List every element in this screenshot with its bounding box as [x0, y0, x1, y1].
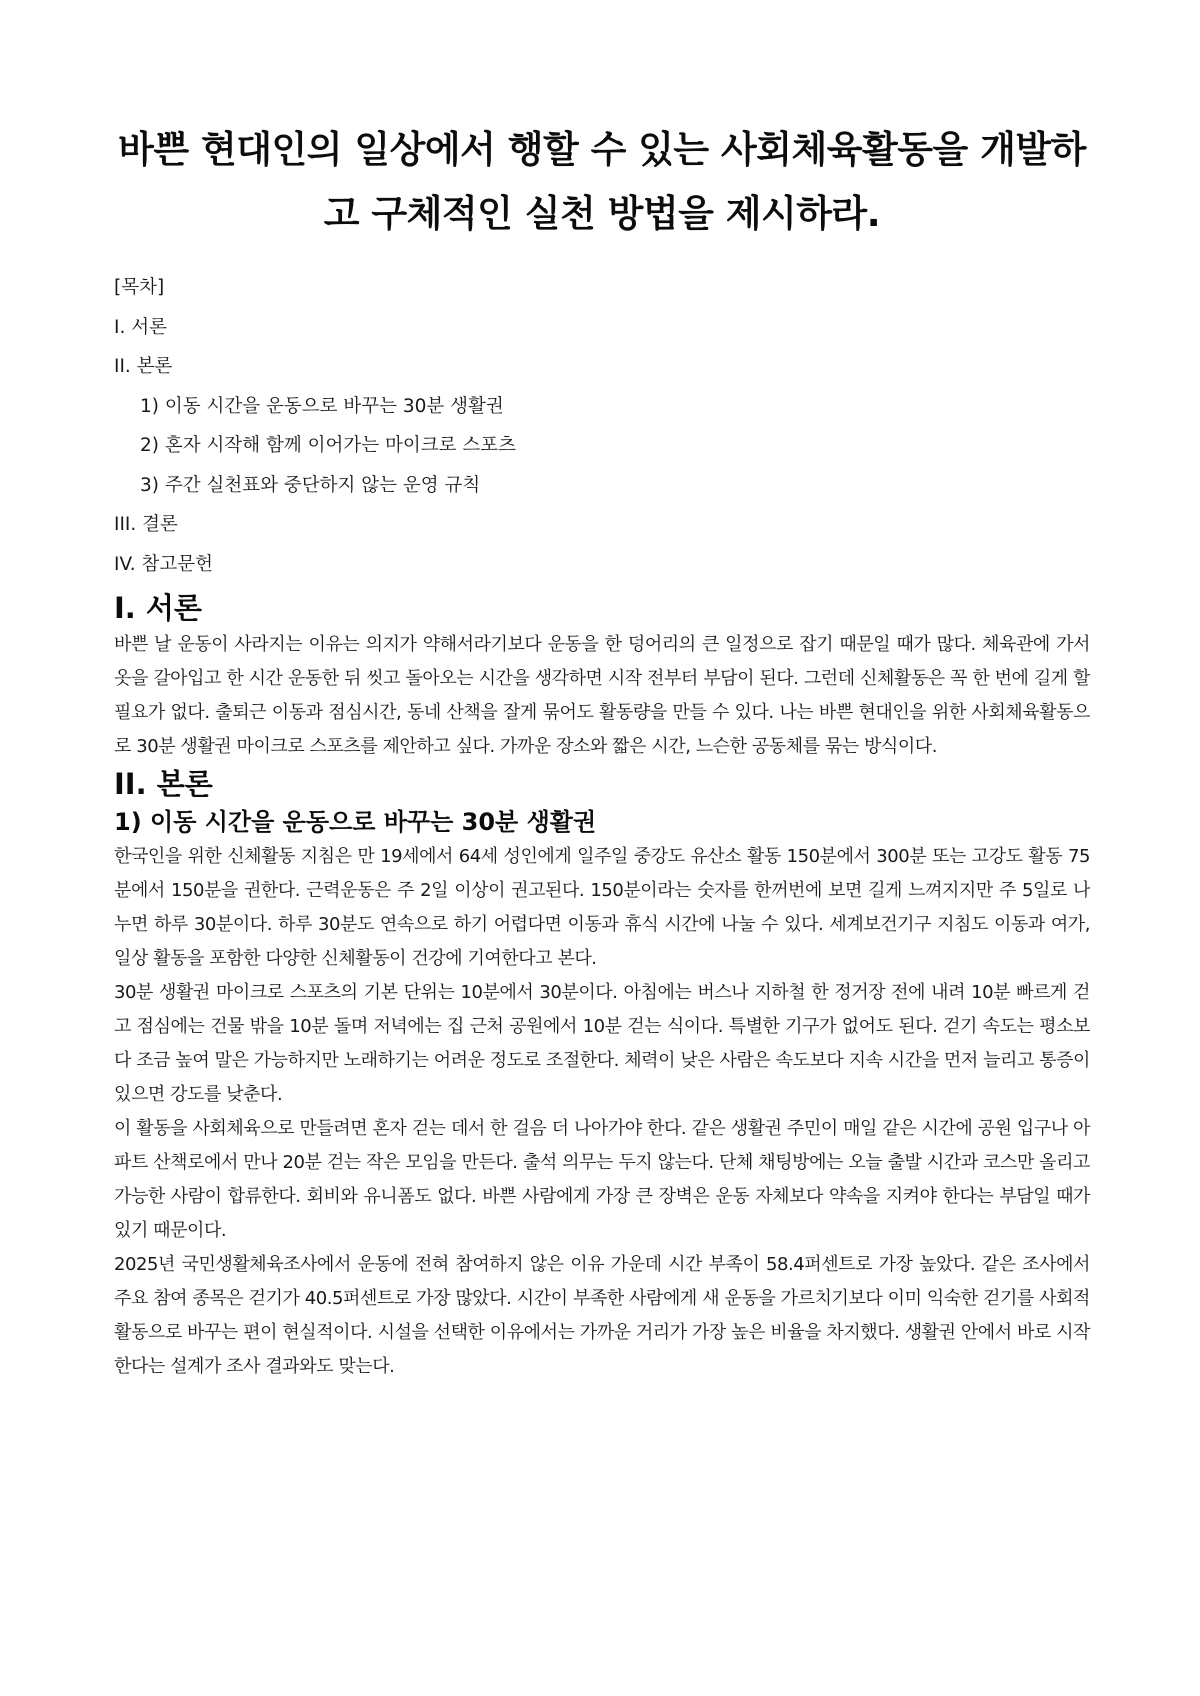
toc-subitem: 3) 주간 실천표와 중단하지 않는 운영 규칙 — [140, 474, 481, 496]
toc-item: III. 결론 — [114, 514, 178, 535]
toc-item: II. 본론 — [114, 356, 173, 377]
body-paragraph: 한국인을 위한 신체활동 지침은 만 19세에서 64세 성인에게 일주일 중강도 유산소 활동 150분에서 300분 또는 고강도 활동 75분에서 150분을 권한다. 근력운동은 주 2일 이상이 권고된다. 150분이라는 숫자를 한꺼번에 보면 길게 느껴지지만 주 5일로 나누면 하루 30분이다. 하루 30분도 연속으로 하기 어렵다면 이동과 휴식 시간에 나눌 수 있다. 세계보건기구 지침도 이동과 여가, 일상 활동을 포함한 다양한 신체활동이 건강에 기여한다고 본다. — [114, 846, 1090, 969]
document-title: 바쁜 현대인의 일상에서 행할 수 있는 사회체육활동을 개발하고 구체적인 실천 방법을 제시하라. — [118, 128, 1086, 235]
section-title-introduction: I. 서론 — [114, 591, 202, 625]
table-of-contents — [114, 272, 1090, 588]
toc-item: I. 서론 — [114, 316, 167, 338]
body-paragraph: 30분 생활권 마이크로 스포츠의 기본 단위는 10분에서 30분이다. 아침에는 버스나 지하철 한 정거장 전에 내려 10분 빠르게 걷고 점심에는 건물 밖을 10분 돌며 저녁에는 집 근처 공원에서 10분 걷는 식이다. 특별한 기구가 없어도 된다. 걷기 속도는 평소보다 조금 높여 말은 가능하지만 노래하기는 어려운 정도로 조절한다. 체력이 낮은 사람은 속도보다 지속 시간을 먼저 늘리고 통증이 있으면 강도를 낮춘다. — [114, 982, 1090, 1105]
subsection-title-commute-walking: 1) 이동 시간을 운동으로 바꾸는 30분 생활권 — [114, 808, 597, 836]
body-paragraph: 2025년 국민생활체육조사에서 운동에 전혀 참여하지 않은 이유 가운데 시간 부족이 58.4퍼센트로 가장 높았다. 같은 조사에서 주요 참여 종목은 걷기가 40.5퍼센트로 가장 많았다. 시간이 부족한 사람에게 새 운동을 가르치기보다 이미 익숙한 걷기를 사회적 활동으로 바꾸는 편이 현실적이다. 시설을 선택한 이유에서는 가까운 거리가 가장 높은 비율을 차지했다. 생활권 안에서 바로 시작한다는 설계가 조사 결과와도 맞는다. — [114, 1254, 1090, 1377]
body-paragraph: 이 활동을 사회체육으로 만들려면 혼자 걷는 데서 한 걸음 더 나아가야 한다. 같은 생활권 주민이 매일 같은 시간에 공원 입구나 아파트 산책로에서 만나 20분 걷는 작은 모임을 만든다. 출석 의무는 두지 않는다. 단체 채팅방에는 오늘 출발 시간과 코스만 올리고 가능한 사람이 합류한다. 회비와 유니폼도 없다. 바쁜 사람에게 가장 큰 장벽은 운동 자체보다 약속을 지켜야 한다는 부담일 때가 있기 때문이다. — [114, 1118, 1090, 1241]
introduction-paragraph: 바쁜 날 운동이 사라지는 이유는 의지가 약해서라기보다 운동을 한 덩어리의 큰 일정으로 잡기 때문일 때가 많다. 체육관에 가서 옷을 갈아입고 한 시간 운동한 뒤 씻고 돌아오는 시간을 생각하면 시작 전부터 부담이 된다. 그런데 신체활동은 꼭 한 번에 길게 할 필요가 없다. 출퇴근 이동과 점심시간, 동네 산책을 잘게 묶어도 활동량을 만들 수 있다. 나는 바쁜 현대인을 위한 사회체육활동으로 30분 생활권 마이크로 스포츠를 제안하고 싶다. 가까운 장소와 짧은 시간, 느슨한 공동체를 묶는 방식이다. — [114, 634, 1090, 757]
section-title-body: II. 본론 — [114, 767, 213, 801]
toc-subitem: 2) 혼자 시작해 함께 이어가는 마이크로 스포츠 — [140, 435, 516, 456]
toc-item: IV. 참고문헌 — [114, 553, 213, 575]
toc-heading: [목차] — [114, 277, 165, 298]
toc-subitem: 1) 이동 시간을 운동으로 바꾸는 30분 생활권 — [140, 395, 504, 417]
